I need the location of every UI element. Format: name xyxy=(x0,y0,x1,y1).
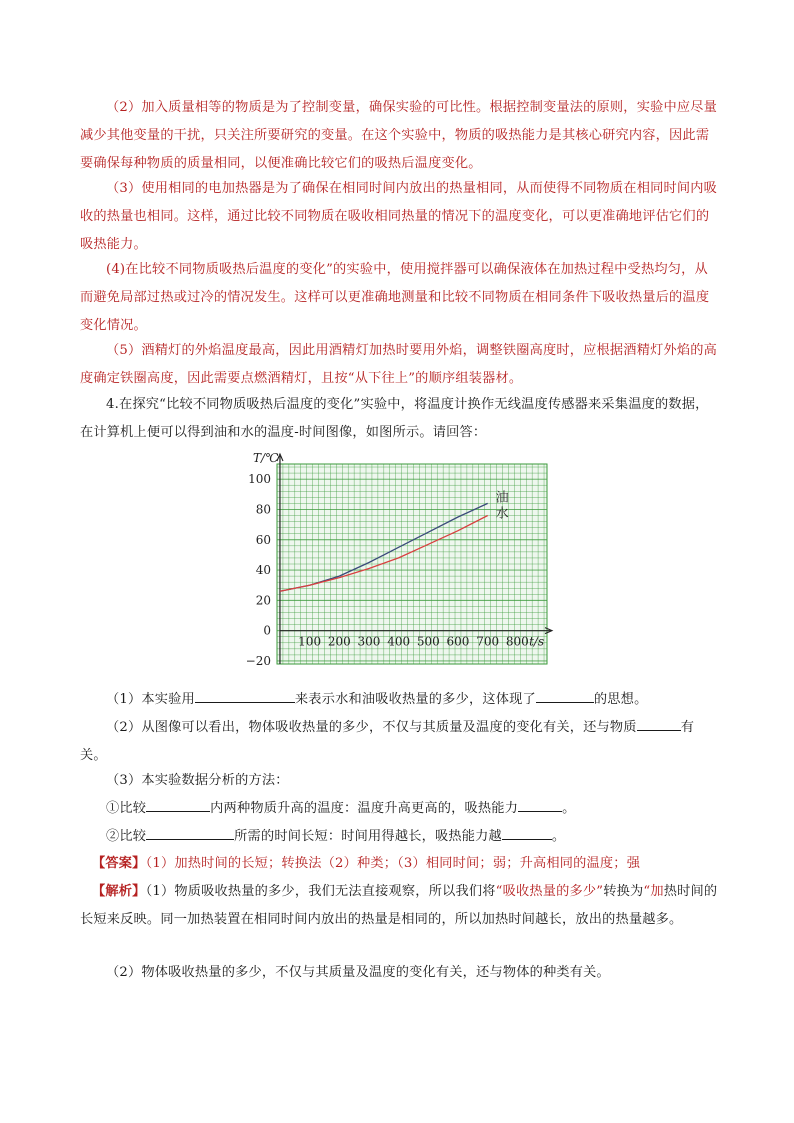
analysis-2: （2）物体吸收热量的多少，不仅与其质量及温度的变化有关，还与物体的种类有关。 xyxy=(106,965,610,980)
temperature-time-chart xyxy=(235,448,555,683)
paragraph-3: （3）使用相同的电加热器是为了确保在相同时间内放出的热量相同，从而使得不同物质在相同时间内吸收的热量也相同。这样，通过比较不同物质在吸收相同热量的情况下的温度变化，可以更准确地评估它们的吸热能力。 xyxy=(80,181,718,252)
q3a-blank-1[interactable] xyxy=(146,797,210,812)
x-tick-label: 200 xyxy=(327,634,351,649)
y-tick-label: 100 xyxy=(248,472,271,487)
analysis-tag: 【解析】 xyxy=(92,884,146,899)
y-tick-label: −20 xyxy=(245,653,271,668)
x-axis-label: t/s xyxy=(529,634,545,649)
x-tick-label: 600 xyxy=(446,634,470,649)
q3a-line: ①比较 内两种物质升高的温度：温度升高更高的，吸热能力 。 xyxy=(80,795,720,823)
y-tick-label: 80 xyxy=(255,502,271,517)
q3a-blank-2[interactable] xyxy=(518,797,562,812)
q3b-blank-1[interactable] xyxy=(146,825,234,840)
y-tick-label: 20 xyxy=(255,593,271,608)
y-tick-label: 60 xyxy=(255,532,271,547)
q1-line: （1）本实验用 来表示水和油吸收热量的多少，这体现了 的思想。 xyxy=(80,686,720,714)
series-label-oil: 油 xyxy=(495,490,509,506)
y-tick-label: 0 xyxy=(263,623,271,638)
answer-tag: 【答案】 xyxy=(92,856,146,871)
answer-text: （1）加热时间的长短；转换法（2）种类；（3）相同时间；弱；升高相同的温度；强 xyxy=(145,856,641,871)
q3b-blank-2[interactable] xyxy=(502,825,552,840)
x-tick-label: 500 xyxy=(416,634,440,649)
question-intro: 4.在探究“比较不同物质吸热后温度的变化”实验中，将温度计换作无线温度传感器来采集温度的数据，在计算机上便可以得到油和水的温度-时间图像，如图所示。请回答： xyxy=(80,397,709,440)
x-tick-label: 700 xyxy=(476,634,500,649)
x-tick-label: 800 xyxy=(505,634,529,649)
analysis-1: 【解析】（1）物质吸收热量的多少，我们无法直接观察，所以我们将“吸收热量的多少”转换为“加热时间的长短来反映。同一加热装置在相同时间内放出的热量是相同的，所以加热时间越长，放出的热量越多。 xyxy=(80,884,718,927)
y-axis-label: T/℃ xyxy=(253,451,279,465)
x-tick-label: 100 xyxy=(298,634,322,649)
paragraph-2: （2）加入质量相等的物质是为了控制变量，确保实验的可比性。根据控制变量法的原则，实验中应尽量减少其他变量的干扰，只关注所要研究的变量。在这个实验中，物质的吸热能力是其核心研究内容，因此需要确保每种物质的质量相同，以便准确比较它们的吸热后温度变化。 xyxy=(80,100,718,171)
q1-blank-1[interactable] xyxy=(195,688,295,703)
paragraph-5: （5）酒精灯的外焰温度最高，因此用酒精灯加热时要用外焰，调整铁圈高度时，应根据酒精灯外焰的高度确定铁圈高度，因此需要点燃酒精灯，且按“从下往上”的顺序组装器材。 xyxy=(80,343,718,386)
q3-line: （3）本实验数据分析的方法： xyxy=(106,773,289,788)
q1-blank-2[interactable] xyxy=(536,688,594,703)
y-tick-label: 40 xyxy=(255,563,271,578)
x-tick-label: 400 xyxy=(387,634,411,649)
answer-line xyxy=(92,850,722,878)
q3b-line: ②比较 所需的时间长短：时间用得越长，吸热能力越 。 xyxy=(80,823,720,851)
q2-line: （2）从图像可以看出，物体吸收热量的多少，不仅与其质量及温度的变化有关，还与物质 有关。 xyxy=(80,714,720,770)
q2-blank[interactable] xyxy=(637,716,681,731)
x-tick-label: 300 xyxy=(357,634,381,649)
series-label-water: 水 xyxy=(495,506,509,522)
paragraph-4: (4)在比较不同物质吸热后温度的变化”的实验中，使用搅拌器可以确保液体在加热过程中受热均匀，从而避免局部过热或过冷的情况发生。这样可以更准确地测量和比较不同物质在相同条件下吸收热量后的温度变化情况。 xyxy=(80,262,710,333)
